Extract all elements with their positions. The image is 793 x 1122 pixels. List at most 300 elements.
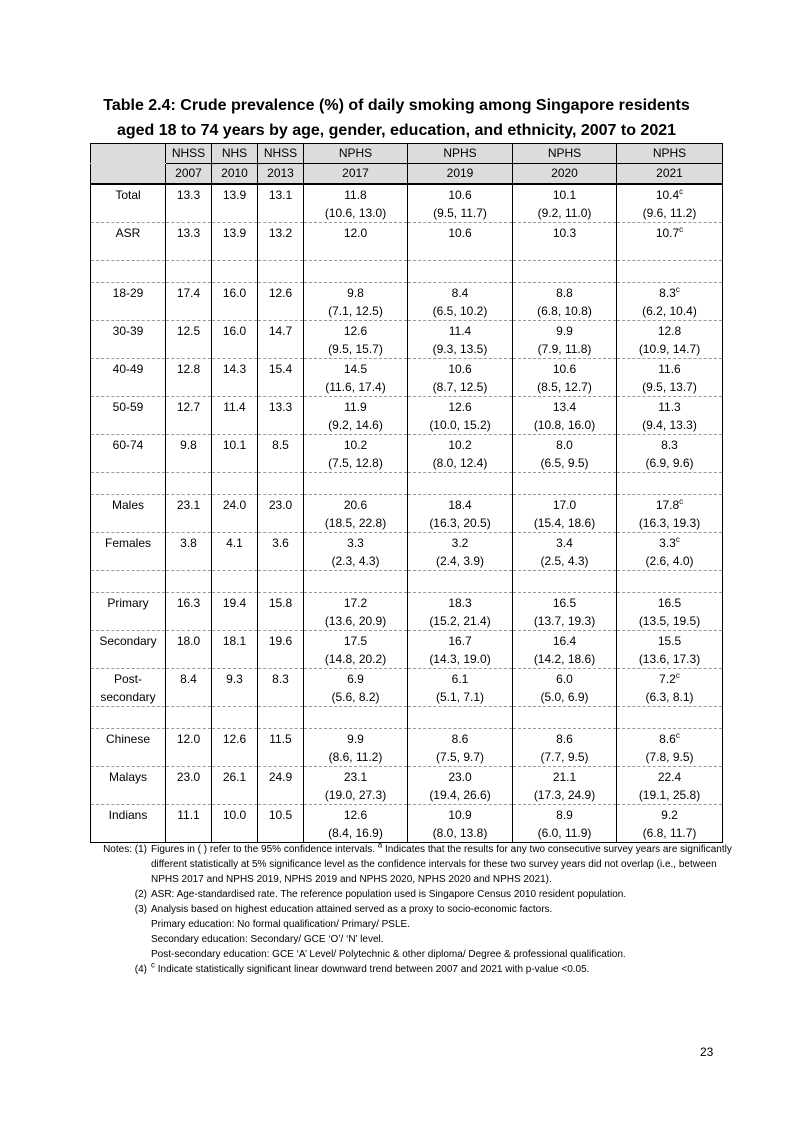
confidence-interval: (7.8, 9.5) bbox=[645, 750, 694, 764]
header-survey: NPHS bbox=[408, 144, 513, 164]
row-label: 30-39 bbox=[91, 321, 166, 359]
page-number: 23 bbox=[700, 1045, 714, 1059]
table-cell bbox=[617, 593, 723, 631]
value: 10.6 bbox=[448, 188, 472, 202]
confidence-interval: (5.0, 6.9) bbox=[540, 690, 589, 704]
table-cell bbox=[513, 805, 617, 843]
row-label: 60-74 bbox=[91, 435, 166, 473]
spacer-row bbox=[91, 571, 723, 593]
confidence-interval: (8.5, 12.7) bbox=[537, 380, 592, 394]
table-cell bbox=[513, 593, 617, 631]
table-cell: 12.5 bbox=[166, 321, 212, 359]
value: 6.0 bbox=[556, 672, 573, 686]
table-cell bbox=[617, 223, 723, 261]
table-cell: 26.1 bbox=[212, 767, 258, 805]
table-cell: 12.6 bbox=[212, 729, 258, 767]
value: 16.4 bbox=[552, 634, 577, 648]
confidence-interval: (8.0, 12.4) bbox=[432, 456, 488, 470]
confidence-interval: (8.6, 11.2) bbox=[328, 750, 383, 764]
note-text: Indicate statistically significant linear downward trend between 2007 and 2021 with p-value <0.05. bbox=[157, 964, 590, 975]
value: 9.9 bbox=[347, 732, 364, 746]
notes bbox=[93, 842, 733, 977]
table-cell: 19.4 bbox=[212, 593, 258, 631]
table-cell bbox=[513, 669, 617, 707]
table-row bbox=[91, 435, 723, 473]
table-cell bbox=[513, 767, 617, 805]
table-cell bbox=[408, 631, 513, 669]
table-cell: 13.3 bbox=[258, 397, 304, 435]
spacer-row bbox=[91, 473, 723, 495]
confidence-interval: (6.8, 11.7) bbox=[642, 826, 697, 840]
header-survey: NHSS bbox=[166, 144, 212, 164]
table-row bbox=[91, 184, 723, 223]
value: 22.4 bbox=[657, 770, 682, 784]
trend-marker: c bbox=[675, 731, 680, 740]
spacer-row bbox=[91, 707, 723, 729]
table-cell bbox=[408, 767, 513, 805]
confidence-interval: (15.4, 18.6) bbox=[533, 516, 596, 530]
confidence-interval: (9.2, 14.6) bbox=[328, 418, 383, 432]
note-text: Primary education: No formal qualification/ Primary/ PSLE. bbox=[151, 919, 410, 930]
confidence-interval: (10.6, 13.0) bbox=[324, 206, 387, 220]
confidence-interval: (16.3, 20.5) bbox=[429, 516, 491, 530]
confidence-interval: (10.8, 16.0) bbox=[533, 418, 596, 432]
table-cell bbox=[408, 359, 513, 397]
table-cell bbox=[513, 729, 617, 767]
table-cell bbox=[617, 729, 723, 767]
table-cell: 15.8 bbox=[258, 593, 304, 631]
header-corner bbox=[91, 144, 166, 164]
table-cell: 23.0 bbox=[166, 767, 212, 805]
table-cell bbox=[617, 283, 723, 321]
table-row bbox=[91, 533, 723, 571]
table-row bbox=[91, 223, 723, 261]
table-cell bbox=[513, 184, 617, 223]
confidence-interval: (14.2, 18.6) bbox=[533, 652, 596, 666]
table-row bbox=[91, 729, 723, 767]
table-cell bbox=[304, 184, 408, 223]
row-label: Males bbox=[91, 495, 166, 533]
table-cell: 8.4 bbox=[166, 669, 212, 707]
table-cell: 13.9 bbox=[212, 223, 258, 261]
note-tag: (3) bbox=[134, 904, 147, 915]
confidence-interval: (2.5, 4.3) bbox=[540, 554, 589, 568]
value: 8.3 bbox=[661, 438, 678, 452]
value: 10.2 bbox=[343, 438, 368, 452]
value: 10.6 bbox=[448, 362, 472, 376]
table-cell: 24.0 bbox=[212, 495, 258, 533]
value: 11.9 bbox=[344, 400, 367, 414]
note-tag: (1) bbox=[134, 844, 147, 855]
table-cell bbox=[513, 495, 617, 533]
confidence-interval: (19.1, 25.8) bbox=[638, 788, 701, 802]
confidence-interval: (13.5, 19.5) bbox=[638, 614, 701, 628]
value: 10.6 bbox=[552, 362, 577, 376]
table-cell: 10.3 bbox=[513, 223, 617, 261]
table-cell: 12.0 bbox=[166, 729, 212, 767]
confidence-interval: (8.4, 16.9) bbox=[328, 826, 383, 840]
table-row bbox=[91, 631, 723, 669]
value: 18.4 bbox=[448, 498, 472, 512]
table-cell: 9.3 bbox=[212, 669, 258, 707]
note-text: Secondary education: Secondary/ GCE ‘O’/ ‘N’ level. bbox=[151, 934, 384, 945]
confidence-interval: (7.1, 12.5) bbox=[328, 304, 383, 318]
row-label-line: Post- bbox=[113, 672, 142, 686]
value: 17.2 bbox=[343, 596, 368, 610]
note-2 bbox=[93, 887, 733, 902]
confidence-interval: (18.5, 22.8) bbox=[324, 516, 387, 530]
value: 13.4 bbox=[552, 400, 577, 414]
table-cell bbox=[304, 593, 408, 631]
value: 6.9 bbox=[347, 672, 364, 686]
table-cell bbox=[408, 321, 513, 359]
table-cell bbox=[408, 495, 513, 533]
note-superscript: c bbox=[151, 960, 155, 970]
confidence-interval: (10.0, 15.2) bbox=[429, 418, 491, 432]
confidence-interval: (19.0, 27.3) bbox=[324, 788, 387, 802]
value: 11.4 bbox=[448, 324, 472, 338]
confidence-interval: (14.3, 19.0) bbox=[429, 652, 491, 666]
confidence-interval: (9.6, 11.2) bbox=[642, 206, 697, 220]
table-title bbox=[60, 93, 733, 143]
table-cell bbox=[304, 359, 408, 397]
value: 9.8 bbox=[347, 286, 364, 300]
confidence-interval: (11.6, 17.4) bbox=[325, 380, 386, 394]
table-cell: 17.4 bbox=[166, 283, 212, 321]
value: 10.9 bbox=[448, 808, 472, 822]
value: 23.1 bbox=[343, 770, 368, 784]
table-cell: 16.3 bbox=[166, 593, 212, 631]
table-cell: 23.0 bbox=[258, 495, 304, 533]
trend-marker: c bbox=[679, 225, 684, 234]
note-text: Figures in ( ) refer to the 95% confidence intervals. bbox=[151, 844, 375, 855]
table-cell bbox=[304, 397, 408, 435]
confidence-interval: (6.2, 10.4) bbox=[642, 304, 697, 318]
header-survey: NPHS bbox=[513, 144, 617, 164]
table-row bbox=[91, 397, 723, 435]
value: 8.0 bbox=[556, 438, 573, 452]
header-survey: NPHS bbox=[617, 144, 723, 164]
value: 6.1 bbox=[451, 672, 469, 686]
value: 11.6 bbox=[658, 362, 681, 376]
table-cell bbox=[304, 495, 408, 533]
row-label: Primary bbox=[91, 593, 166, 631]
table-cell bbox=[408, 283, 513, 321]
note-text: ASR: Age-standardised rate. The reference population used is Singapore Census 2010 resident population. bbox=[151, 889, 627, 900]
table-cell: 10.0 bbox=[212, 805, 258, 843]
value: 11.8 bbox=[344, 188, 367, 202]
table-cell: 12.7 bbox=[166, 397, 212, 435]
table-row bbox=[91, 359, 723, 397]
note-superscript: a bbox=[377, 840, 383, 850]
table-row bbox=[91, 669, 723, 707]
table-cell bbox=[617, 533, 723, 571]
confidence-interval: (9.5, 13.7) bbox=[642, 380, 697, 394]
table-cell: 13.1 bbox=[258, 184, 304, 223]
table-cell: 13.3 bbox=[166, 223, 212, 261]
value: 8.6 bbox=[451, 732, 469, 746]
value: 12.6 bbox=[448, 400, 472, 414]
confidence-interval: (9.4, 13.3) bbox=[642, 418, 697, 432]
row-label: Chinese bbox=[91, 729, 166, 767]
table-cell: 23.1 bbox=[166, 495, 212, 533]
value: 12.6 bbox=[343, 324, 368, 338]
table-cell: 8.3 bbox=[258, 669, 304, 707]
table-cell bbox=[617, 359, 723, 397]
value: 3.3 bbox=[347, 536, 364, 550]
confidence-interval: (2.3, 4.3) bbox=[331, 554, 380, 568]
prevalence-table bbox=[90, 143, 723, 843]
confidence-interval: (13.6, 20.9) bbox=[324, 614, 387, 628]
header-year: 2013 bbox=[258, 164, 304, 185]
table-cell: 8.5 bbox=[258, 435, 304, 473]
row-label: Indians bbox=[91, 805, 166, 843]
row-label: Females bbox=[91, 533, 166, 571]
value: 7.2 bbox=[659, 672, 676, 686]
value: 10.2 bbox=[448, 438, 472, 452]
table-cell: 3.6 bbox=[258, 533, 304, 571]
confidence-interval: (6.5, 10.2) bbox=[432, 304, 488, 318]
table-cell bbox=[304, 533, 408, 571]
table-cell bbox=[304, 767, 408, 805]
value: 16.5 bbox=[552, 596, 577, 610]
table-cell: 13.9 bbox=[212, 184, 258, 223]
value: 23.0 bbox=[448, 770, 472, 784]
note-3 bbox=[93, 902, 733, 962]
header-survey: NPHS bbox=[304, 144, 408, 164]
header-row-years bbox=[91, 164, 723, 185]
row-label: Secondary bbox=[91, 631, 166, 669]
confidence-interval: (14.8, 20.2) bbox=[324, 652, 387, 666]
value: 15.5 bbox=[657, 634, 682, 648]
confidence-interval: (19.4, 26.6) bbox=[429, 788, 491, 802]
header-year: 2020 bbox=[513, 164, 617, 185]
table-cell bbox=[408, 669, 513, 707]
value: 12.8 bbox=[657, 324, 682, 338]
table-cell bbox=[617, 397, 723, 435]
confidence-interval: (9.3, 13.5) bbox=[432, 342, 488, 356]
confidence-interval: (9.2, 11.0) bbox=[537, 206, 592, 220]
row-label: 50-59 bbox=[91, 397, 166, 435]
table-cell bbox=[408, 593, 513, 631]
value: 21.1 bbox=[552, 770, 577, 784]
table-cell bbox=[513, 397, 617, 435]
table-row bbox=[91, 321, 723, 359]
confidence-interval: (6.3, 8.1) bbox=[645, 690, 694, 704]
table-cell bbox=[408, 729, 513, 767]
confidence-interval: (10.9, 14.7) bbox=[638, 342, 701, 356]
note-4 bbox=[93, 962, 733, 977]
table-row bbox=[91, 283, 723, 321]
header-year: 2010 bbox=[212, 164, 258, 185]
value: 8.6 bbox=[659, 732, 676, 746]
note-tag: (2) bbox=[134, 889, 147, 900]
table-cell bbox=[617, 184, 723, 223]
table-cell bbox=[304, 631, 408, 669]
table-cell: 13.2 bbox=[258, 223, 304, 261]
value: 3.2 bbox=[451, 536, 469, 550]
table-row bbox=[91, 495, 723, 533]
confidence-interval: (13.7, 19.3) bbox=[533, 614, 596, 628]
confidence-interval: (9.5, 15.7) bbox=[328, 342, 383, 356]
table-cell: 13.3 bbox=[166, 184, 212, 223]
table-cell bbox=[408, 397, 513, 435]
table-cell: 14.3 bbox=[212, 359, 258, 397]
table-row bbox=[91, 805, 723, 843]
table-cell bbox=[408, 533, 513, 571]
table-cell: 10.6 bbox=[408, 223, 513, 261]
header-year: 2021 bbox=[617, 164, 723, 185]
value: 12.6 bbox=[343, 808, 368, 822]
table-cell: 18.1 bbox=[212, 631, 258, 669]
value: 8.4 bbox=[451, 286, 469, 300]
row-label: ASR bbox=[91, 223, 166, 261]
value: 16.5 bbox=[657, 596, 682, 610]
value: 10.7 bbox=[655, 226, 680, 240]
trend-marker: c bbox=[679, 187, 684, 196]
note-1 bbox=[93, 842, 733, 887]
header-survey: NHSS bbox=[258, 144, 304, 164]
title-line-2: aged 18 to 74 years by age, gender, education, and ethnicity, 2007 to 2021 bbox=[116, 122, 677, 139]
value: 17.0 bbox=[552, 498, 577, 512]
value: 8.8 bbox=[556, 286, 573, 300]
table-cell bbox=[617, 495, 723, 533]
value: 18.3 bbox=[448, 596, 472, 610]
table-cell bbox=[304, 283, 408, 321]
confidence-interval: (15.2, 21.4) bbox=[429, 614, 491, 628]
value: 9.2 bbox=[661, 808, 678, 822]
note-tag: (4) bbox=[134, 964, 147, 975]
table-cell: 12.0 bbox=[304, 223, 408, 261]
value: 10.4 bbox=[655, 188, 680, 202]
table-cell bbox=[617, 669, 723, 707]
confidence-interval: (7.5, 12.8) bbox=[328, 456, 383, 470]
table-cell: 10.1 bbox=[212, 435, 258, 473]
header-year: 2007 bbox=[166, 164, 212, 185]
confidence-interval: (5.6, 8.2) bbox=[331, 690, 380, 704]
table-cell: 18.0 bbox=[166, 631, 212, 669]
confidence-interval: (17.3, 24.9) bbox=[533, 788, 596, 802]
header-corner bbox=[91, 164, 166, 185]
confidence-interval: (2.4, 3.9) bbox=[435, 554, 485, 568]
header-survey: NHS bbox=[212, 144, 258, 164]
value: 8.3 bbox=[659, 286, 676, 300]
table-cell: 14.7 bbox=[258, 321, 304, 359]
table-cell bbox=[513, 631, 617, 669]
table-cell bbox=[513, 359, 617, 397]
confidence-interval: (6.0, 11.9) bbox=[537, 826, 592, 840]
table-cell bbox=[617, 631, 723, 669]
trend-marker: c bbox=[675, 535, 680, 544]
table-row bbox=[91, 767, 723, 805]
table-cell bbox=[304, 435, 408, 473]
row-label: Malays bbox=[91, 767, 166, 805]
value: 11.3 bbox=[658, 400, 681, 414]
value: 16.7 bbox=[448, 634, 472, 648]
title-line-1: Table 2.4: Crude prevalence (%) of daily smoking among Singapore residents bbox=[103, 97, 690, 114]
header-year: 2019 bbox=[408, 164, 513, 185]
table-cell: 12.6 bbox=[258, 283, 304, 321]
note-text: Analysis based on highest education attained served as a proxy to socio-economic factors. bbox=[151, 904, 553, 915]
table-cell bbox=[617, 321, 723, 359]
table-cell: 3.8 bbox=[166, 533, 212, 571]
value: 9.9 bbox=[556, 324, 573, 338]
row-label: 18-29 bbox=[91, 283, 166, 321]
table-cell: 9.8 bbox=[166, 435, 212, 473]
trend-marker: c bbox=[679, 497, 684, 506]
confidence-interval: (5.1, 7.1) bbox=[435, 690, 485, 704]
value: 8.9 bbox=[556, 808, 573, 822]
confidence-interval: (7.9, 11.8) bbox=[537, 342, 592, 356]
confidence-interval: (7.7, 9.5) bbox=[540, 750, 589, 764]
confidence-interval: (6.8, 10.8) bbox=[537, 304, 592, 318]
value: 10.1 bbox=[552, 188, 577, 202]
table-cell bbox=[304, 321, 408, 359]
table-cell bbox=[408, 805, 513, 843]
table-cell bbox=[408, 184, 513, 223]
table-cell bbox=[513, 283, 617, 321]
confidence-interval: (2.6, 4.0) bbox=[645, 554, 694, 568]
row-label bbox=[91, 669, 166, 707]
value: 3.4 bbox=[556, 536, 573, 550]
confidence-interval: (16.3, 19.3) bbox=[638, 516, 701, 530]
table-cell: 4.1 bbox=[212, 533, 258, 571]
trend-marker: c bbox=[675, 285, 680, 294]
spacer-row bbox=[91, 261, 723, 283]
confidence-interval: (8.7, 12.5) bbox=[432, 380, 488, 394]
note-text: Post-secondary education: GCE ‘A’ Level/ Polytechnic & other diploma/ Degree & professional qualification. bbox=[151, 949, 626, 960]
table-cell: 11.1 bbox=[166, 805, 212, 843]
table-cell: 11.4 bbox=[212, 397, 258, 435]
table-cell: 16.0 bbox=[212, 321, 258, 359]
table-cell bbox=[513, 321, 617, 359]
table-cell bbox=[513, 435, 617, 473]
table-row bbox=[91, 593, 723, 631]
notes-heading: Notes: bbox=[103, 844, 132, 855]
value: 17.8 bbox=[655, 498, 680, 512]
confidence-interval: (6.5, 9.5) bbox=[540, 456, 589, 470]
table-cell: 10.5 bbox=[258, 805, 304, 843]
confidence-interval: (9.5, 11.7) bbox=[433, 206, 487, 220]
trend-marker: c bbox=[675, 671, 680, 680]
confidence-interval: (8.0, 13.8) bbox=[432, 826, 488, 840]
row-label-line: secondary bbox=[100, 690, 156, 704]
confidence-interval: (7.5, 9.7) bbox=[435, 750, 485, 764]
table-cell: 24.9 bbox=[258, 767, 304, 805]
confidence-interval: (6.9, 9.6) bbox=[645, 456, 694, 470]
note-text: Indicates that the results for any two consecutive survey years are significantly different statistically at 5% significance level as the confidence intervals for these two survey years did not overlap (i.e., between NPHS 2017 and NPHS 2019, NPHS 2019 and NPHS 2020, NPHS 2020 and NPHS 2021). bbox=[151, 844, 732, 885]
confidence-interval: (13.6, 17.3) bbox=[638, 652, 701, 666]
table-cell: 16.0 bbox=[212, 283, 258, 321]
row-label: Total bbox=[91, 184, 166, 223]
header-year: 2017 bbox=[304, 164, 408, 185]
table-cell bbox=[304, 669, 408, 707]
table-cell: 15.4 bbox=[258, 359, 304, 397]
table-cell: 12.8 bbox=[166, 359, 212, 397]
value: 3.3 bbox=[659, 536, 676, 550]
table-cell bbox=[513, 533, 617, 571]
value: 20.6 bbox=[343, 498, 368, 512]
table-cell: 11.5 bbox=[258, 729, 304, 767]
value: 8.6 bbox=[556, 732, 573, 746]
header-row-surveys bbox=[91, 144, 723, 164]
table-cell bbox=[304, 805, 408, 843]
table-cell bbox=[408, 435, 513, 473]
table-cell bbox=[304, 729, 408, 767]
row-label: 40-49 bbox=[91, 359, 166, 397]
table-cell: 19.6 bbox=[258, 631, 304, 669]
table-cell bbox=[617, 767, 723, 805]
